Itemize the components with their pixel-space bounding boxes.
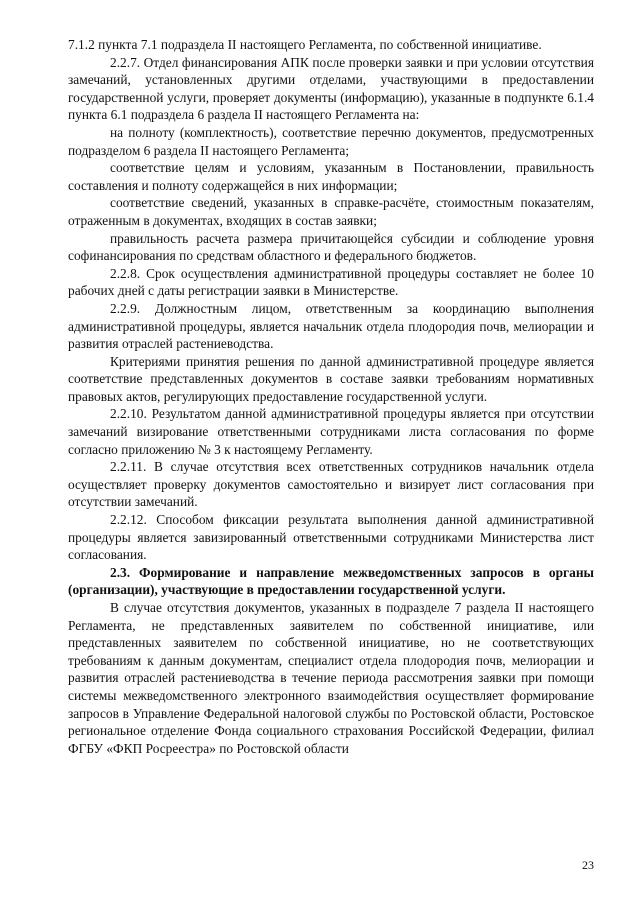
page-number: 23 [582,858,594,872]
paragraph-check-calculation: соответствие сведений, указанных в справке-расчёте, стоимостным показателям, отраженным в документах, входящих в состав заявки; [68,195,594,228]
paragraph-2-2-9: 2.2.9. Должностным лицом, ответственным за координацию выполнения административной процедуры, является начальник отдела плодородия почв, мелиорации и развития отраслей растениеводства. [68,300,594,352]
paragraph-check-conditions: соответствие целям и условиям, указанным в Постановлении, правильность составления и полноту содержащейся в них информации; [68,160,594,193]
paragraph-check-completeness: на полноту (комплектность), соответствие перечню документов, предусмотренных подразделом 6 раздела II настоящего Регламента; [68,124,594,158]
paragraph-criteria: Критериями принятия решения по данной административной процедуре является соответствие представленных документов в составе заявки требованиям нормативных правовых актов, регулирующих предоставление государственной услуги. [68,353,594,404]
section-heading-2-3: 2.3. Формирование и направление межведомственных запросов в органы (организации), участвующие в предоставлении государственной услуги. [68,564,594,598]
paragraph-2-2-10: 2.2.10. Результатом данной административной процедуры является при отсутствии замечаний визирование ответственными сотрудниками листа согласования по форме согласно приложению № 3 к настоящему Регламенту. [68,406,594,457]
paragraph-check-subsidy: правильность расчета размера причитающейся субсидии и соблюдение уровня софинансирования по средствам областного и федерального бюджетов. [68,230,594,264]
paragraph-7-1-2-continuation: 7.1.2 пункта 7.1 подраздела II настоящего Регламента, по собственной инициативе. [68,37,542,52]
page-body [68,36,594,757]
paragraph-2-2-11: 2.2.11. В случае отсутствия всех ответственных сотрудников начальник отдела осуществляет проверку документов самостоятельно и визирует лист согласования при отсутствии замечаний. [68,459,594,510]
paragraph-2-2-12: 2.2.12. Способом фиксации результата выполнения данной административной процедуры является завизированный ответственными сотрудниками Министерства лист согласования. [68,512,594,563]
paragraph-2-2-7: 2.2.7. Отдел финансирования АПК после проверки заявки и при условии отсутствия замечаний, установленных другими отделами, участвующими в предоставлении государственной услуги, проверяет документы (информацию), указанные в подпункте 6.1.4 пункта 6.1 подраздела 6 раздела II настоящего Регламента на: [68,54,594,123]
paragraph-2-2-8: 2.2.8. Срок осуществления административной процедуры составляет не более 10 рабочих дней с даты регистрации заявки в Министерстве. [68,265,594,299]
paragraph-interagency-requests: В случае отсутствия документов, указанных в подразделе 7 раздела II настоящего Регламента, не представленных заявителем по собственной инициативе, или представленных заявителем по собственной инициативе, но не соответствующих требованиям к данным документам, специалист отдела плодородия почв, мелиорации и развития отраслей растениеводства в течение периода рассмотрения заявки при помощи системы межведомственного электронного взаимодействия осуществляет формирование запросов в Управление Федеральной налоговой службы по Ростовской области, Ростовское региональное отделение Фонда социального страхования Российской Федерации, филиал ФГБУ «ФКП Росреестра» по Ростовской области [68,600,594,756]
